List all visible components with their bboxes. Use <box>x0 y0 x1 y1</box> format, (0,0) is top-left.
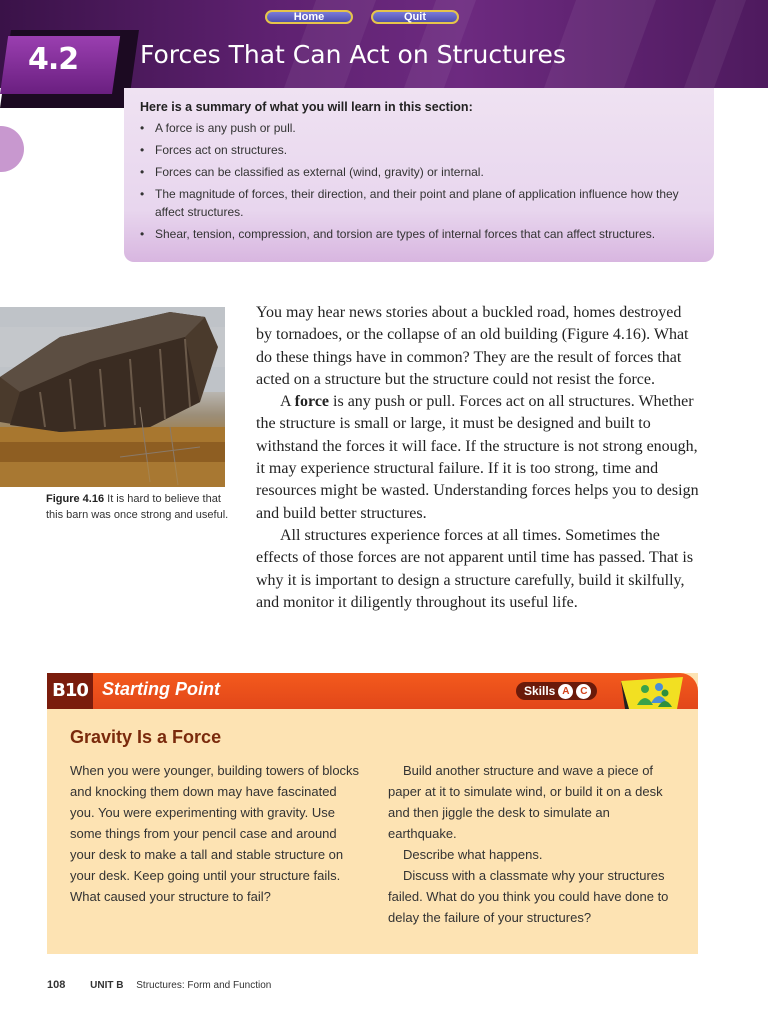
body-paragraph-2 <box>256 391 700 525</box>
skill-a-badge: A <box>558 684 573 699</box>
summary-item: • A force is any push or pull. <box>140 119 698 137</box>
activity-box <box>47 673 698 954</box>
body-paragraph-1: You may hear news stories about a buckled road, homes destroyed by tornadoes, or the collapse of an old building (Figure 4.16). What do these things have in common? They are the result of forces that acted on a structure but the structure could not resist the force. <box>256 304 689 388</box>
skills-badge <box>516 682 597 700</box>
page-number: 108 <box>47 979 66 991</box>
activity-right-paragraph-3: Discuss with a classmate why your structures failed. What do you think you could have done to delay the failure of your structures? <box>388 868 669 925</box>
activity-left-column <box>70 760 360 907</box>
unit-title: Structures: Form and Function <box>136 980 272 991</box>
barn-illustration <box>0 307 225 487</box>
skills-label: Skills <box>524 684 556 698</box>
summary-item: • Shear, tension, compression, and torsion are types of internal forces that can affect structures. <box>140 225 698 243</box>
activity-right-paragraph-2: Describe what happens. <box>403 847 543 862</box>
group-work-icon <box>621 677 683 709</box>
quit-button[interactable]: Quit <box>371 10 459 24</box>
body-text <box>256 302 700 614</box>
unit-label: UNIT B <box>90 980 124 991</box>
figure-caption-text: It is hard to believe that this barn was once strong and useful. <box>46 493 229 521</box>
section-number: 4.2 <box>28 42 79 77</box>
page-title: Forces That Can Act on Structures <box>140 40 566 69</box>
body-paragraph-3: All structures experience forces at all times. Sometimes the effects of those forces are not apparent until time has passed. That is why it is important to design a structure carefully, build it skilfully, and monitor it diligently throughout its useful life. <box>256 526 694 611</box>
summary-item: • Forces can be classified as external (wind, gravity) or internal. <box>140 163 698 181</box>
side-tab-marker <box>0 126 24 172</box>
header-decoration <box>684 0 746 88</box>
body-paragraph-2-rest: is any push or pull. Forces act on all structures. Whether the structure is small or large, it must be designed and built to withstand the forces it will face. If the structure is not strong enough, it may experience structural failure. If it is too strong, time and resources might be wasted. Understanding forces helps you to design and build better structures. <box>256 393 699 522</box>
summary-item: • Forces act on structures. <box>140 141 698 159</box>
activity-title: Gravity Is a Force <box>70 727 222 747</box>
page-footer <box>47 979 271 991</box>
key-term-force: force <box>294 393 330 411</box>
summary-item: • The magnitude of forces, their direction, and their point and plane of application influence how they affect structures. <box>140 185 698 221</box>
activity-right-paragraph-1: Build another structure and wave a piece of paper at it to simulate wind, or build it on a desk and then jiggle the desk to simulate an earthquake. <box>388 763 663 841</box>
home-button[interactable]: Home <box>265 10 353 24</box>
activity-code: B10 <box>47 673 93 709</box>
summary-intro: Here is a summary of what you will learn in this section: <box>140 100 473 114</box>
summary-list <box>140 119 698 243</box>
figure-caption <box>46 491 231 523</box>
activity-left-text: When you were younger, building towers of blocks and knocking them down may have fascinated you. You were experimenting with gravity. Use some things from your pencil case and around your desk to make a tall and stable structure on your desk. Keep going until your structure fails. What caused your structure to fail? <box>70 763 360 904</box>
activity-right-column <box>388 760 678 928</box>
body-paragraph-2-lead: A <box>280 393 295 411</box>
skill-c-badge: C <box>576 684 591 699</box>
activity-label: Starting Point <box>102 679 220 699</box>
activity-header-bar <box>47 673 698 709</box>
barn-photo <box>0 307 225 487</box>
figure-label: Figure 4.16 <box>46 493 105 505</box>
summary-box <box>124 88 714 262</box>
